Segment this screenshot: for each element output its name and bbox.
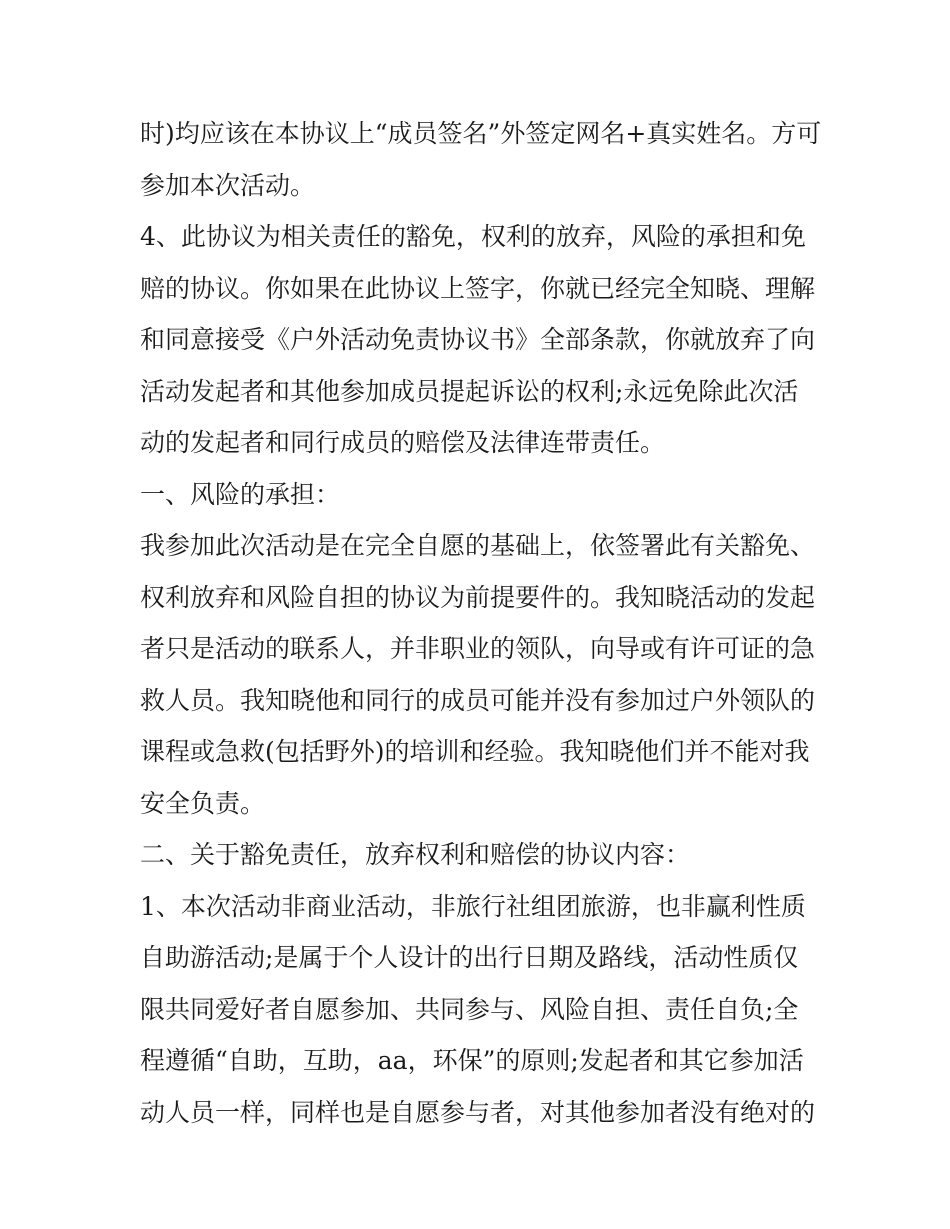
text-line: 动人员一样，同样也是自愿参与者，对其他参加者没有绝对的 xyxy=(140,1097,816,1127)
text-line: 4、此协议为相关责任的豁免，权利的放弃，风险的承担和免 xyxy=(140,222,806,251)
text-line: 参加本次活动。 xyxy=(140,170,316,200)
section-heading-risk: 一、风险的承担： xyxy=(140,479,341,509)
text-line: 程遵循“自助，互助，aa，环保”的原则;发起者和其它参加活 xyxy=(140,1046,804,1075)
text-line: 1、本次活动非商业活动，非旅行社组团旅游，也非赢利性质 xyxy=(140,891,806,921)
text-line: 我参加此次活动是在完全自愿的基础上，依签署此有关豁免、 xyxy=(140,531,816,560)
text-line: 限共同爱好者自愿参加、共同参与、风险自担、责任自负;全 xyxy=(140,994,799,1024)
text-line: 和同意接受《户外活动免责协议书》全部条款，你就放弃了向 xyxy=(140,325,816,354)
document-body xyxy=(140,108,820,1138)
section-heading-waiver: 二、关于豁免责任，放弃权利和赔偿的协议内容： xyxy=(140,840,691,869)
text-line: 救人员。我知晓他和同行的成员可能并没有参加过户外领队的 xyxy=(140,685,816,715)
text-line: 动的发起者和同行成员的赔偿及法律连带责任。 xyxy=(140,428,666,457)
text-line: 权利放弃和风险自担的协议为前提要件的。我知晓活动的发起 xyxy=(140,582,816,612)
text-line: 活动发起者和其他参加成员提起诉讼的权利;永远免除此次活 xyxy=(140,376,799,406)
text-line: 安全负责。 xyxy=(140,788,266,818)
text-line: 课程或急救(包括野外)的培训和经验。我知晓他们并不能对我 xyxy=(140,737,810,766)
text-line: 时)均应该在本协议上“成员签名”外签定网名+真实姓名。方可 xyxy=(140,119,822,148)
text-line: 自助游活动;是属于个人设计的出行日期及路线，活动性质仅 xyxy=(140,943,799,972)
text-line: 者只是活动的联系人，并非职业的领队，向导或有许可证的急 xyxy=(140,634,816,663)
text-line: 赔的协议。你如果在此协议上签字，你就已经完全知晓、理解 xyxy=(140,273,816,303)
